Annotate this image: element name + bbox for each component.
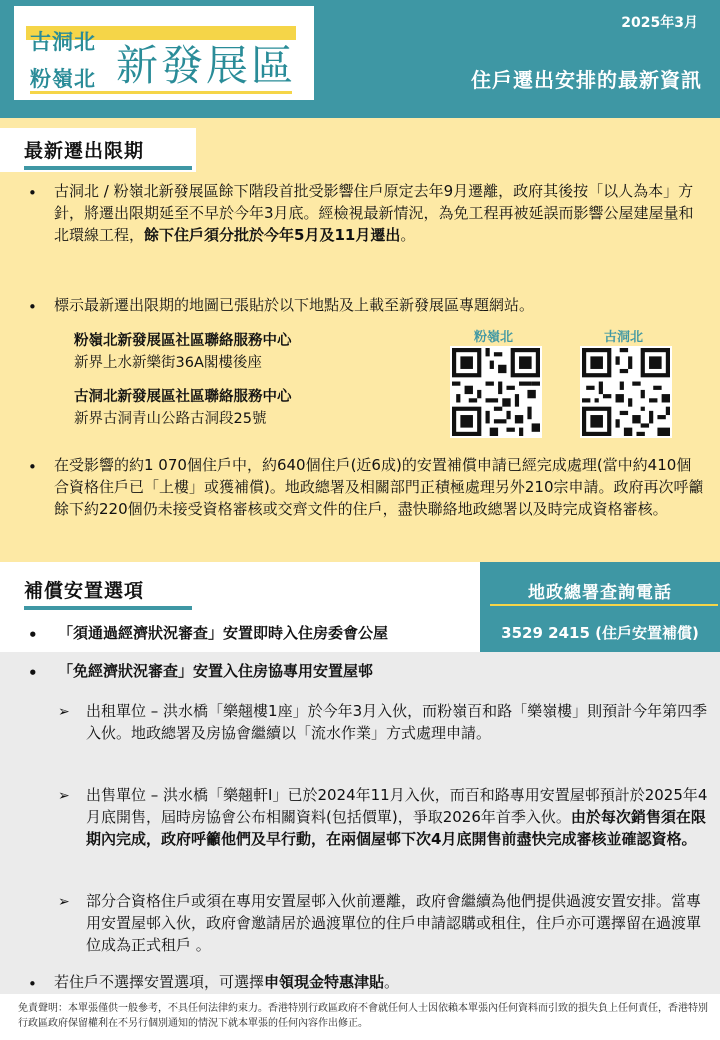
paragraph-bold-text: 餘下住戶須分批於今年5月及11月遷出: [144, 226, 401, 244]
option-end: 。: [384, 973, 400, 991]
logo-line-1: 古洞北: [30, 30, 96, 54]
arrow-bullet-icon: ➢: [58, 788, 70, 804]
qr-code-graphic: [452, 348, 540, 436]
sub-text: 出售單位 – 洪水橋「樂翹軒I」已於2024年11月入伙，而百和路專用安置屋邨預計於2025年4月底開售，屆時房協會公布相關資料(包括價單)，爭取2026年首季入伙。: [86, 786, 708, 826]
qr-label-kwutung: 古洞北: [604, 330, 644, 345]
bullet-icon: •: [28, 298, 37, 316]
paragraph-progress: 在受影響的約1 070個住戶中，約640個住戶(近6成)的安置補償申請已經完成處理(當中約410個合資格住戶已「上樓」或獲補償)。地政總署及相關部門正積極處理另外210宗申請。政府再次呼籲餘下約220個仍未接受資格審核或交齊文件的住戶，盡快聯絡地政總署以及時完成資格審核。: [54, 456, 704, 518]
paragraph-deadline: [54, 180, 706, 246]
section-title: 補償安置選項: [24, 580, 145, 602]
sub-rental-units: 出租單位 – 洪水橋「樂翹樓1座」於今年3月入伙，而粉嶺百和路「樂嶺樓」則預計今年第四季入伙。地政總署及房協會繼續以「流水作業」方式處理申請。: [86, 702, 708, 742]
bullet-icon: •: [28, 626, 38, 644]
paragraph-map-locations: 標示最新遷出限期的地圖已張貼於以下地點及上載至新發展區專題網站。: [54, 296, 535, 314]
logo: [14, 6, 314, 100]
page-title: 住戶遷出安排的最新資訊: [471, 68, 702, 92]
logo-line-2: 粉嶺北: [30, 67, 96, 91]
bullet-icon: •: [28, 975, 37, 993]
paragraph-end: 。: [400, 226, 416, 244]
location-2: [74, 386, 292, 430]
disclaimer: 免責聲明：本單張僅供一般參考，不具任何法律約束力。香港特別行政區政府不會就任何人士因依賴本單張內任何資料而引致的損失負上任何責任，香港特別行政區政府保留權利在不另行個別通知的情況下就本單張的任何內容作出修正。: [18, 1003, 708, 1029]
location-address: 新界古洞青山公路古洞段25號: [74, 411, 267, 427]
bullet-icon: •: [28, 664, 38, 682]
bullet-icon: •: [28, 458, 37, 476]
logo-title: 新發展區: [116, 41, 297, 90]
sub-bold-text: 由於每次銷售須在限期內完成，政府呼籲他們及早行動，在兩個屋邨下次4月底開售前盡快完成審核並確認資格。: [86, 808, 706, 848]
location-address: 新界上水新樂街36A閣樓後座: [74, 355, 262, 371]
sub-transitional: 部分合資格住戶或須在專用安置屋邨入伙前遷離，政府會繼續為他們提供過渡安置安排。當專用安置屋邨入伙，政府會邀請居於過渡單位的住戶申請認購或租住，住戶亦可選擇留在過渡單位成為正式租戶 。: [86, 892, 702, 954]
hotline-title: 地政總署查詢電話: [528, 583, 672, 603]
hotline-number[interactable]: 3529 2415 (住戶安置補償): [501, 624, 699, 642]
logo-underline: [30, 91, 292, 94]
section-heading: [0, 568, 196, 612]
qr-code-icon[interactable]: [580, 346, 672, 438]
arrow-bullet-icon: ➢: [58, 704, 70, 720]
option-resite-estate: 「免經濟狀況審查」安置入住房協專用安置屋邨: [58, 662, 374, 680]
section-heading: [0, 128, 196, 172]
sub-sale-units: [86, 784, 710, 850]
location-name: 古洞北新發展區社區聯絡服務中心: [74, 389, 292, 405]
publication-date: 2025年3月: [621, 15, 698, 31]
section-deadline: [0, 118, 720, 562]
option-text: 若住戶不選擇安置選項，可選擇: [54, 973, 265, 991]
qr-code-graphic: [582, 348, 670, 436]
header-banner: [0, 0, 720, 118]
arrow-bullet-icon: ➢: [58, 894, 70, 910]
option-cash-allowance: [54, 971, 694, 993]
qr-label-fanling: 粉嶺北: [474, 330, 514, 345]
option-bold-text: 申領現金特惠津貼: [264, 973, 385, 991]
qr-code-icon[interactable]: [450, 346, 542, 438]
paragraph-text: 古洞北 / 粉嶺北新發展區餘下階段首批受影響住戶原定去年9月遷離，政府其後按「以人為本」方針，將遷出限期延至不早於今年3月底。經檢視最新情況，為免工程再被延誤而影響公屋建屋量和北環線工程，: [54, 182, 694, 244]
location-1: [74, 330, 292, 374]
hotline-box: [480, 562, 720, 654]
section-underline: [24, 606, 192, 610]
hotline-divider: [490, 604, 718, 606]
bullet-icon: •: [28, 184, 37, 202]
location-name: 粉嶺北新發展區社區聯絡服務中心: [74, 333, 292, 349]
section-title: 最新遷出限期: [24, 140, 145, 162]
option-public-housing: 「須通過經濟狀況審查」安置即時入住房委會公屋: [58, 624, 389, 642]
section-underline: [24, 166, 192, 170]
